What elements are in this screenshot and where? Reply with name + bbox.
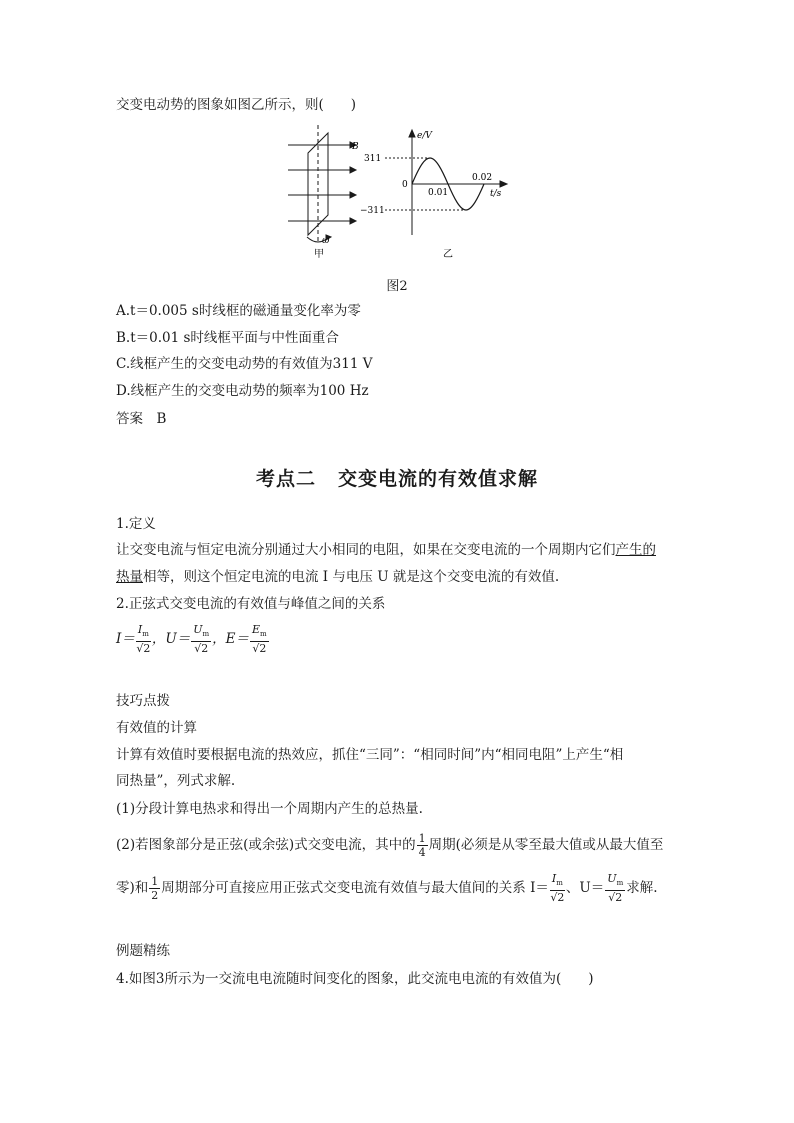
tips-line-2: 同热量”，列式求解. [116, 773, 236, 789]
coil-diagram [288, 125, 356, 243]
axis-t-label: t/s [490, 189, 502, 199]
tips-heading: 技巧点拨 [116, 693, 170, 709]
answer: 答案 B [116, 411, 167, 427]
label-yi: 乙 [443, 249, 453, 260]
figure-caption: 图2 [386, 279, 408, 294]
definition-line-1: 让交变电流与恒定电流分别通过大小相同的电阻，如果在交变电流的一个周期内它们产生的 [116, 542, 656, 558]
option-c: C.线框产生的交变电动势的有效值为311 V [116, 356, 373, 372]
option-d: D.线框产生的交变电动势的频率为100 Hz [116, 383, 369, 399]
label-jia: 甲 [314, 249, 324, 260]
tick-311: 311 [364, 154, 382, 164]
tips-line-1: 计算有效值时要根据电流的热效应，抓住“三同”：“相同时间”内“相同电阻”上产生“相 [116, 747, 624, 763]
example-question: 4.如图3所示为一交流电电流随时间变化的图象，此交流电电流的有效值为( ) [116, 971, 594, 987]
option-b: B.t＝0.01 s时线框平面与中性面重合 [116, 330, 339, 346]
tips-item-1: (1)分段计算电热求和得出一个周期内产生的总热量. [116, 801, 423, 817]
figure-2 [280, 125, 520, 265]
tick-0: 0 [402, 180, 408, 190]
label-B: B [352, 142, 359, 152]
label-omega: ω [322, 236, 330, 246]
definition-heading: 1.定义 [116, 516, 156, 532]
tips-subheading: 有效值的计算 [116, 720, 197, 736]
relation-heading: 2.正弦式交变电流的有效值与峰值之间的关系 [116, 596, 386, 612]
tick-neg311: −311 [360, 206, 385, 216]
axis-e-label: e/V [417, 131, 432, 141]
example-heading: 例题精练 [116, 943, 170, 959]
tick-0-01: 0.01 [428, 188, 449, 198]
section-title: 考点二 交变电流的有效值求解 [255, 468, 539, 490]
tick-0-02: 0.02 [472, 173, 493, 183]
definition-line-2: 热量相等，则这个恒定电流的电流 I 与电压 U 就是这个交变电流的有效值. [116, 569, 560, 585]
question-intro: 交变电动势的图象如图乙所示，则( ) [116, 97, 357, 113]
option-a: A.t＝0.005 s时线框的磁通量变化率为零 [116, 303, 361, 319]
effective-value-formula: I＝ $\frac{I_m}{√2}$ ，U＝ $\frac{U_m}{√2}$ ，E＝ $\frac{E_m}{√2}$ [116, 623, 267, 656]
tips-item-2-line-1: (2)若图象部分是正弦(或余弦)式交变电流，其中的 $\frac{1}{4}$ 周期(必须是从零至最大值或从最大值至 [116, 831, 664, 859]
tips-item-2-line-2: 零)和 $\frac{1}{2}$ 周期部分可直接应用正弦式交变电流有效值与最大值间的关系 I＝ $\frac{I_m}{√2}$ 、U＝ $\frac{U_m}{√2}$ 求解. [116, 872, 658, 905]
